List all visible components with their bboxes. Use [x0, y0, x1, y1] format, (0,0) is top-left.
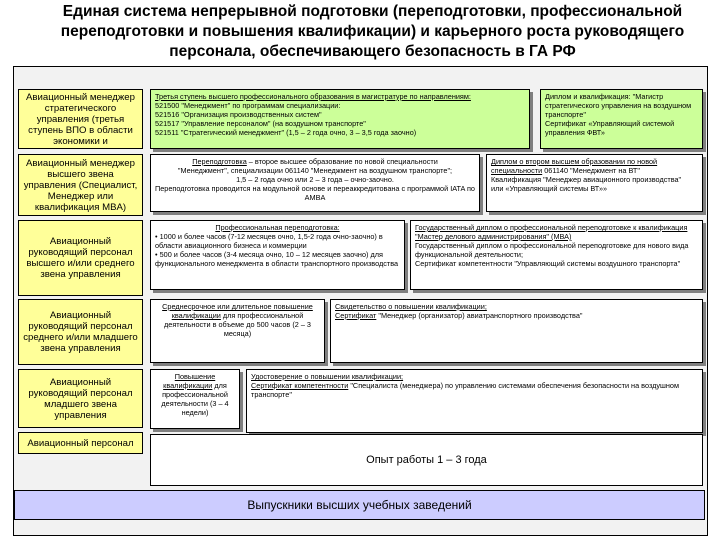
doc-heading: Сертификат — [335, 311, 377, 320]
doc-line: Сертификат «Управляющий системой управления ФВТ» — [545, 119, 675, 137]
program-heading: Третья ступень высшего профессионального образования в магистратуре по направлениям: — [155, 92, 471, 101]
program-text: для профессиональной деятельности в объеме до 500 часов (2 – 3 месяца) — [164, 311, 311, 338]
graduates-text: Выпускники высших учебных заведений — [247, 498, 472, 512]
program-professional-retraining — [150, 220, 405, 290]
title-line-3: персонала, обеспечивающего безопасность в ГА РФ — [169, 43, 576, 60]
doc-heading: Сертификат компетентности — [251, 381, 349, 390]
program-line: 521516 "Организация производственных систем" — [155, 110, 322, 119]
graduates-box — [14, 490, 705, 520]
program-retraining — [150, 154, 480, 212]
program-line: "Менеджмент", специализации 061140 "Менеджмент на воздушном транспорте"; — [177, 166, 453, 175]
level-strategic — [18, 89, 143, 149]
level-top-manager — [18, 154, 143, 216]
program-text: – второе высшее образование по новой специальности — [246, 157, 438, 166]
level-label: Авиационный руководящий персонал высшего и/или среднего звена управления — [26, 236, 135, 280]
program-line: Переподготовка проводится на модульной основе и переаккредитована с программой IATA по AMBA — [155, 184, 475, 202]
level-label: Авиационный руководящий персонал младшего звена управления — [28, 376, 133, 421]
program-line: 1,5 – 2 года очно или 2 – 3 года – очно-заочно. — [236, 175, 394, 184]
doc-heading: Удостоверение о повышении квалификации; — [251, 372, 404, 381]
program-line: 521500 "Менеджмент" по программам специализации: — [155, 101, 341, 110]
experience-text: Опыт работы 1 – 3 года — [366, 454, 487, 466]
doc-text: "Специалиста (менеджера) по управлению системами обеспечения безопасности на воздушном транспорте" — [251, 381, 679, 399]
program-line: • 1000 и более часов (7-12 месяцев очно, 1,5-2 года очно-заочно) в области авиационного бизнеса и коммерции — [155, 232, 383, 250]
doc-master-diploma — [540, 89, 703, 149]
doc-heading: Государственный диплом о профессиональной переподготовке к квалификация "Мастер делового администрирования" (МВА) — [415, 223, 688, 241]
doc-heading: Свидетельство о повышении квалификации; — [335, 302, 487, 311]
doc-line: Сертификат компетентности "Управляющий системы воздушного транспорта" — [415, 259, 681, 268]
doc-state-diploma — [410, 220, 703, 290]
doc-line: или «Управляющий системы ВТ»» — [491, 184, 608, 193]
program-line: 521517 "Управление персоналом" (на воздушном транспорте" — [155, 119, 366, 128]
doc-text: "Менеджер (организатор) авиатранспортного производства" — [376, 311, 583, 320]
page-title — [30, 2, 715, 62]
level-junior — [18, 369, 143, 428]
program-text: для профессиональной деятельности (3 – 4 недели) — [161, 381, 229, 417]
doc-line: Квалификация "Менеджер авиационного производства" — [491, 175, 682, 184]
program-master-degree — [150, 89, 530, 149]
program-heading: Среднесрочное или длительное повышение квалификации — [162, 302, 313, 320]
doc-line: Государственный диплом о профессиональной переподготовке для нового вида функциональной деятельности; — [415, 241, 689, 259]
program-heading: Повышение квалификации — [163, 372, 216, 390]
doc-competence-certificate — [246, 369, 703, 433]
level-top-middle — [18, 220, 143, 296]
program-advanced-training — [150, 299, 325, 363]
doc-second-degree — [486, 154, 703, 212]
title-line-2: переподготовки и повышения квалификации) и карьерного роста руководящего — [60, 23, 685, 40]
program-heading: Переподготовка — [192, 157, 247, 166]
level-label: Авиационный менеджер высшего звена управления (Специалист, Менеджер или квалификация MBA) — [23, 157, 138, 213]
program-line: • 500 и более часов (3-4 месяца очно, 10 – 12 месяцев заочно) для функционального менеджмента в области транспортного производства — [155, 250, 399, 268]
doc-line: Диплом и квалификация: "Магистр стратегического управления на воздушном транспорте" — [545, 92, 692, 119]
doc-text: 061140 "Менеджмент на ВТ" — [542, 166, 640, 175]
experience-box — [150, 434, 703, 486]
level-label: Авиационный менеджер стратегического управления (третья ступень ВПО в области экономики и — [26, 91, 135, 147]
program-short-training — [150, 369, 240, 429]
level-personnel — [18, 432, 143, 454]
program-line: 521511 "Стратегический менеджмент" (1,5 – 2 года очно, 3 – 3,5 года заочно) — [155, 128, 417, 137]
level-label: Авиационный руководящий персонал среднего и/или младшего звена управления — [23, 310, 138, 354]
program-heading: Профессиональная переподготовка: — [215, 223, 340, 232]
level-label: Авиационный персонал — [27, 437, 134, 449]
doc-training-certificate — [330, 299, 703, 363]
doc-heading: Диплом о втором высшем образовании по новой специальности — [491, 157, 658, 175]
title-line-1: Единая система непрерывной подготовки (переподготовки, профессиональной — [62, 3, 683, 20]
level-middle-junior — [18, 299, 143, 365]
